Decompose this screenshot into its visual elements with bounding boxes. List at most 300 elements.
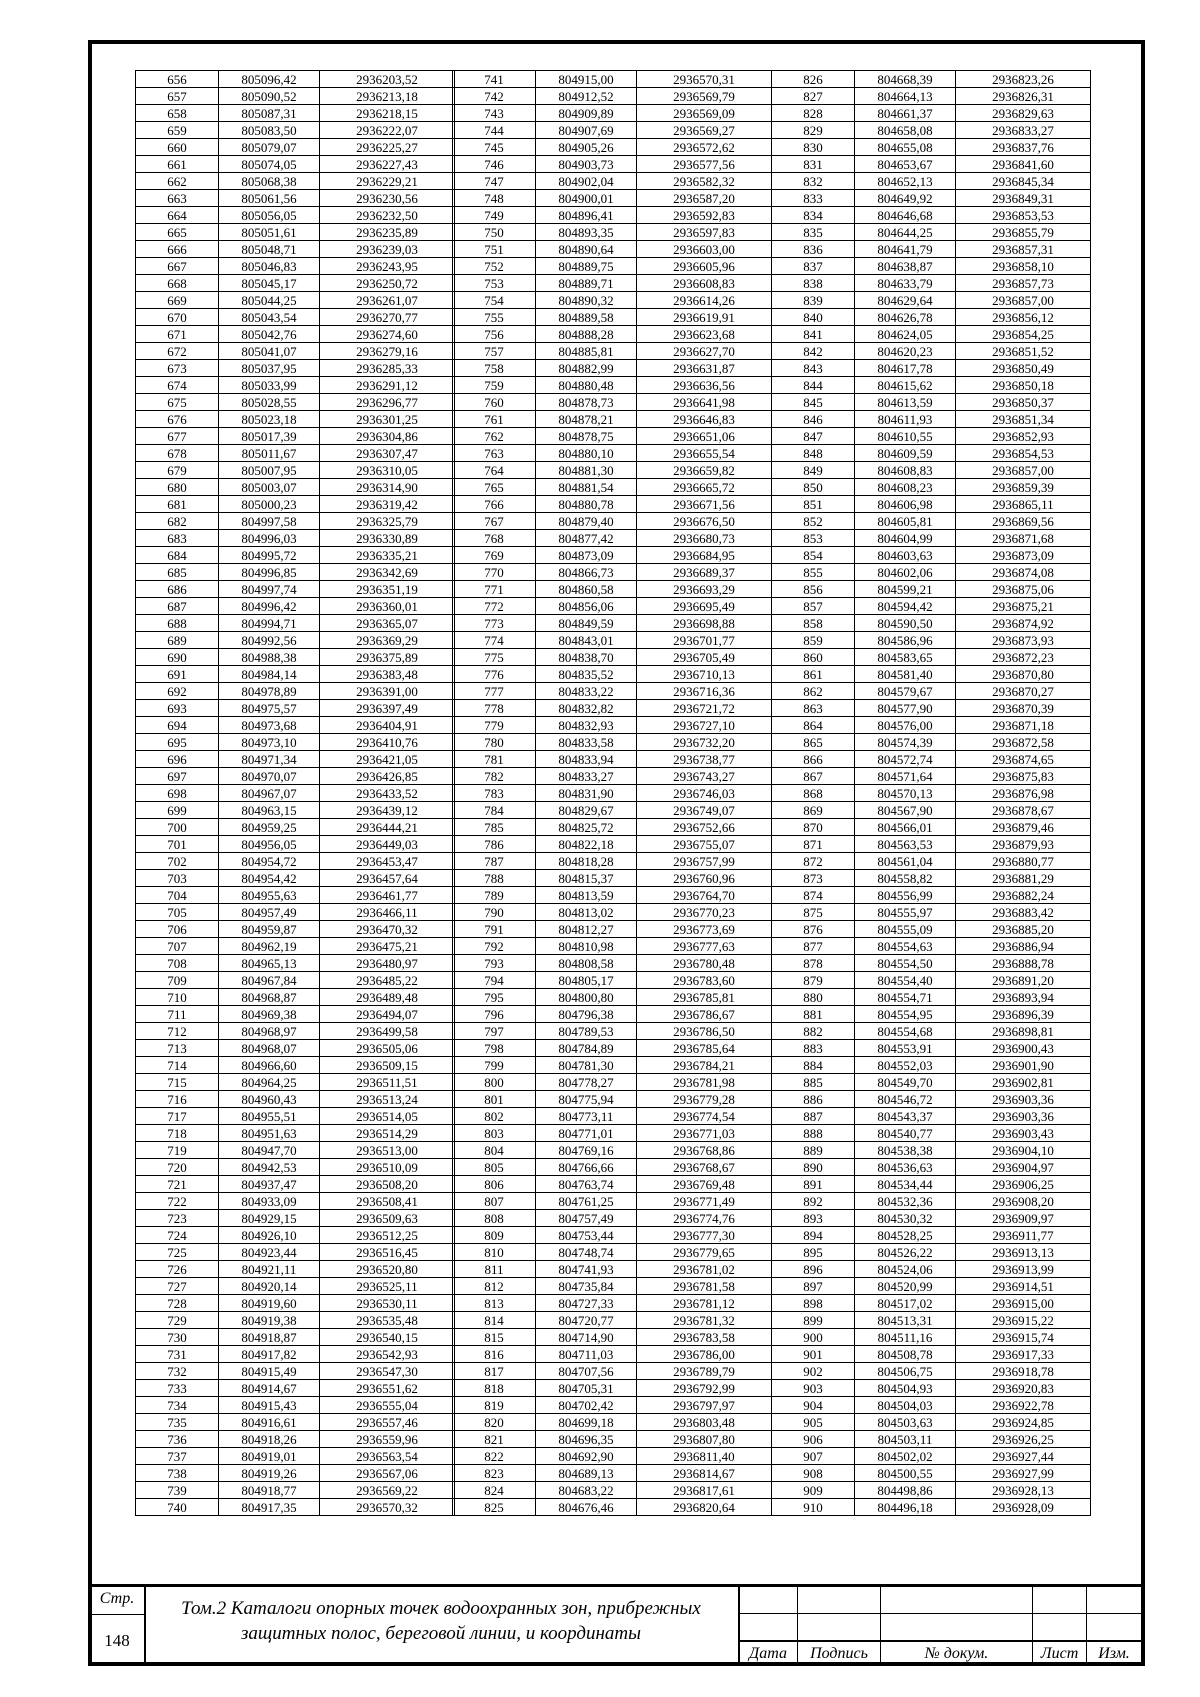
point-number: 666: [136, 241, 219, 258]
table-row: [453, 564, 772, 581]
table-row: [772, 819, 1091, 836]
x-coordinate: 804971,34: [219, 751, 320, 768]
x-coordinate: 804810,98: [536, 938, 637, 955]
point-number: 837: [772, 258, 855, 275]
x-coordinate: 805017,39: [219, 428, 320, 445]
x-coordinate: 804808,58: [536, 955, 637, 972]
x-coordinate: 804626,78: [855, 309, 956, 326]
point-number: 847: [772, 428, 855, 445]
y-coordinate: 2936218,15: [320, 105, 455, 122]
point-number: 817: [453, 1363, 536, 1380]
page-label: Стр.: [99, 1590, 135, 1607]
table-row: [136, 870, 455, 887]
point-number: 680: [136, 479, 219, 496]
x-coordinate: 804555,09: [855, 921, 956, 938]
column-date: Дата: [749, 1645, 787, 1662]
table-row: [772, 683, 1091, 700]
table-row: [453, 921, 772, 938]
x-coordinate: 804599,21: [855, 581, 956, 598]
y-coordinate: 2936874,65: [956, 751, 1091, 768]
point-number: 678: [136, 445, 219, 462]
y-coordinate: 2936570,31: [637, 71, 772, 88]
point-number: 718: [136, 1125, 219, 1142]
y-coordinate: 2936852,93: [956, 428, 1091, 445]
point-number: 722: [136, 1193, 219, 1210]
y-coordinate: 2936781,12: [637, 1295, 772, 1312]
x-coordinate: 804540,77: [855, 1125, 956, 1142]
x-coordinate: 804500,55: [855, 1465, 956, 1482]
y-coordinate: 2936727,10: [637, 717, 772, 734]
table-row: [136, 173, 455, 190]
x-coordinate: 804890,64: [536, 241, 637, 258]
x-coordinate: 804604,99: [855, 530, 956, 547]
y-coordinate: 2936779,28: [637, 1091, 772, 1108]
table-row: [136, 105, 455, 122]
y-coordinate: 2936781,02: [637, 1261, 772, 1278]
y-coordinate: 2936837,76: [956, 139, 1091, 156]
y-coordinate: 2936853,53: [956, 207, 1091, 224]
y-coordinate: 2936857,00: [956, 292, 1091, 309]
coordinate-table-3: [771, 70, 1089, 1516]
table-row: [136, 1431, 455, 1448]
table-row: [772, 887, 1091, 904]
x-coordinate: 805061,56: [219, 190, 320, 207]
table-row: [772, 1380, 1091, 1397]
y-coordinate: 2936605,96: [637, 258, 772, 275]
x-coordinate: 804967,84: [219, 972, 320, 989]
y-coordinate: 2936716,36: [637, 683, 772, 700]
table-row: [136, 1244, 455, 1261]
point-number: 659: [136, 122, 219, 139]
table-row: [136, 1414, 455, 1431]
table-row: [772, 88, 1091, 105]
y-coordinate: 2936752,66: [637, 819, 772, 836]
point-number: 857: [772, 598, 855, 615]
point-number: 761: [453, 411, 536, 428]
x-coordinate: 804498,86: [855, 1482, 956, 1499]
point-number: 897: [772, 1278, 855, 1295]
x-coordinate: 804800,80: [536, 989, 637, 1006]
y-coordinate: 2936291,12: [320, 377, 455, 394]
table-row: [453, 938, 772, 955]
y-coordinate: 2936631,87: [637, 360, 772, 377]
table-row: [453, 1499, 772, 1516]
x-coordinate: 804773,11: [536, 1108, 637, 1125]
point-number: 758: [453, 360, 536, 377]
table-row: [136, 734, 455, 751]
table-row: [772, 955, 1091, 972]
y-coordinate: 2936871,68: [956, 530, 1091, 547]
y-coordinate: 2936854,25: [956, 326, 1091, 343]
point-number: 877: [772, 938, 855, 955]
y-coordinate: 2936811,40: [637, 1448, 772, 1465]
point-number: 863: [772, 700, 855, 717]
x-coordinate: 804890,32: [536, 292, 637, 309]
table-row: [453, 105, 772, 122]
point-number: 772: [453, 598, 536, 615]
point-number: 798: [453, 1040, 536, 1057]
x-coordinate: 804900,01: [536, 190, 637, 207]
point-number: 910: [772, 1499, 855, 1516]
x-coordinate: 804962,19: [219, 938, 320, 955]
y-coordinate: 2936232,50: [320, 207, 455, 224]
table-row: [772, 360, 1091, 377]
y-coordinate: 2936786,67: [637, 1006, 772, 1023]
table-row: [136, 292, 455, 309]
x-coordinate: 804771,01: [536, 1125, 637, 1142]
x-coordinate: 804552,03: [855, 1057, 956, 1074]
x-coordinate: 804889,75: [536, 258, 637, 275]
y-coordinate: 2936764,70: [637, 887, 772, 904]
point-number: 746: [453, 156, 536, 173]
y-coordinate: 2936499,58: [320, 1023, 455, 1040]
y-coordinate: 2936319,42: [320, 496, 455, 513]
coordinate-table-2: [452, 70, 770, 1516]
table-row: [772, 870, 1091, 887]
table-row: [136, 1159, 455, 1176]
point-number: 790: [453, 904, 536, 921]
table-row: [772, 258, 1091, 275]
y-coordinate: 2936410,76: [320, 734, 455, 751]
point-number: 879: [772, 972, 855, 989]
table-row: [772, 989, 1091, 1006]
table-row: [772, 139, 1091, 156]
point-number: 822: [453, 1448, 536, 1465]
y-coordinate: 2936310,05: [320, 462, 455, 479]
y-coordinate: 2936917,33: [956, 1346, 1091, 1363]
y-coordinate: 2936903,36: [956, 1091, 1091, 1108]
x-coordinate: 804992,56: [219, 632, 320, 649]
table-row: [136, 904, 455, 921]
table-row: [772, 1142, 1091, 1159]
point-number: 810: [453, 1244, 536, 1261]
point-number: 774: [453, 632, 536, 649]
point-number: 734: [136, 1397, 219, 1414]
x-coordinate: 804916,61: [219, 1414, 320, 1431]
y-coordinate: 2936597,83: [637, 224, 772, 241]
y-coordinate: 2936404,91: [320, 717, 455, 734]
point-number: 902: [772, 1363, 855, 1380]
table-row: [136, 1482, 455, 1499]
point-number: 702: [136, 853, 219, 870]
x-coordinate: 804975,57: [219, 700, 320, 717]
table-row: [772, 649, 1091, 666]
x-coordinate: 804937,47: [219, 1176, 320, 1193]
table-row: [136, 1125, 455, 1142]
x-coordinate: 804761,25: [536, 1193, 637, 1210]
point-number: 771: [453, 581, 536, 598]
point-number: 865: [772, 734, 855, 751]
point-number: 763: [453, 445, 536, 462]
y-coordinate: 2936879,46: [956, 819, 1091, 836]
point-number: 766: [453, 496, 536, 513]
x-coordinate: 804563,53: [855, 836, 956, 853]
table-row: [772, 462, 1091, 479]
point-number: 712: [136, 1023, 219, 1040]
x-coordinate: 804572,74: [855, 751, 956, 768]
point-number: 658: [136, 105, 219, 122]
x-coordinate: 804610,55: [855, 428, 956, 445]
point-number: 818: [453, 1380, 536, 1397]
point-number: 737: [136, 1448, 219, 1465]
x-coordinate: 805046,83: [219, 258, 320, 275]
table-row: [772, 598, 1091, 615]
y-coordinate: 2936651,06: [637, 428, 772, 445]
y-coordinate: 2936693,29: [637, 581, 772, 598]
y-coordinate: 2936777,63: [637, 938, 772, 955]
y-coordinate: 2936891,20: [956, 972, 1091, 989]
x-coordinate: 804831,90: [536, 785, 637, 802]
point-number: 759: [453, 377, 536, 394]
table-row: [453, 955, 772, 972]
y-coordinate: 2936909,97: [956, 1210, 1091, 1227]
x-coordinate: 805051,61: [219, 224, 320, 241]
point-number: 719: [136, 1142, 219, 1159]
x-coordinate: 804702,42: [536, 1397, 637, 1414]
point-number: 679: [136, 462, 219, 479]
x-coordinate: 804757,49: [536, 1210, 637, 1227]
y-coordinate: 2936608,83: [637, 275, 772, 292]
x-coordinate: 805028,55: [219, 394, 320, 411]
table-row: [772, 428, 1091, 445]
point-number: 858: [772, 615, 855, 632]
point-number: 762: [453, 428, 536, 445]
y-coordinate: 2936235,89: [320, 224, 455, 241]
x-coordinate: 804902,04: [536, 173, 637, 190]
x-coordinate: 804996,03: [219, 530, 320, 547]
point-number: 800: [453, 1074, 536, 1091]
table-row: [453, 1312, 772, 1329]
y-coordinate: 2936449,03: [320, 836, 455, 853]
table-row: [772, 1431, 1091, 1448]
x-coordinate: 804653,67: [855, 156, 956, 173]
table-row: [136, 700, 455, 717]
table-row: [772, 1244, 1091, 1261]
page-number: 148: [104, 1631, 130, 1650]
x-coordinate: 804996,85: [219, 564, 320, 581]
x-coordinate: 805087,31: [219, 105, 320, 122]
point-number: 833: [772, 190, 855, 207]
x-coordinate: 804649,92: [855, 190, 956, 207]
x-coordinate: 804579,67: [855, 683, 956, 700]
point-number: 754: [453, 292, 536, 309]
point-number: 677: [136, 428, 219, 445]
y-coordinate: 2936439,12: [320, 802, 455, 819]
table-row: [136, 632, 455, 649]
point-number: 699: [136, 802, 219, 819]
table-row: [136, 1108, 455, 1125]
point-number: 724: [136, 1227, 219, 1244]
table-row: [136, 547, 455, 564]
table-row: [772, 122, 1091, 139]
point-number: 869: [772, 802, 855, 819]
y-coordinate: 2936508,41: [320, 1193, 455, 1210]
y-coordinate: 2936307,47: [320, 445, 455, 462]
x-coordinate: 804832,93: [536, 717, 637, 734]
table-row: [136, 275, 455, 292]
x-coordinate: 804641,79: [855, 241, 956, 258]
table-row: [453, 666, 772, 683]
y-coordinate: 2936928,13: [956, 1482, 1091, 1499]
table-row: [453, 1176, 772, 1193]
y-coordinate: 2936391,00: [320, 683, 455, 700]
table-row: [453, 462, 772, 479]
x-coordinate: 804655,08: [855, 139, 956, 156]
table-row: [136, 258, 455, 275]
table-row: [772, 1159, 1091, 1176]
y-coordinate: 2936900,43: [956, 1040, 1091, 1057]
table-row: [772, 530, 1091, 547]
y-coordinate: 2936572,62: [637, 139, 772, 156]
y-coordinate: 2936274,60: [320, 326, 455, 343]
table-row: [772, 921, 1091, 938]
y-coordinate: 2936902,81: [956, 1074, 1091, 1091]
x-coordinate: 804954,42: [219, 870, 320, 887]
y-coordinate: 2936865,11: [956, 496, 1091, 513]
x-coordinate: 804633,79: [855, 275, 956, 292]
y-coordinate: 2936535,48: [320, 1312, 455, 1329]
table-row: [136, 224, 455, 241]
table-row: [772, 445, 1091, 462]
point-number: 843: [772, 360, 855, 377]
point-number: 841: [772, 326, 855, 343]
table-row: [136, 1210, 455, 1227]
table-row: [136, 1023, 455, 1040]
x-coordinate: 805023,18: [219, 411, 320, 428]
x-coordinate: 804554,50: [855, 955, 956, 972]
point-number: 760: [453, 394, 536, 411]
y-coordinate: 2936833,27: [956, 122, 1091, 139]
table-row: [136, 496, 455, 513]
table-row: [136, 1448, 455, 1465]
x-coordinate: 804689,13: [536, 1465, 637, 1482]
table-row: [136, 462, 455, 479]
table-row: [772, 802, 1091, 819]
x-coordinate: 804613,59: [855, 394, 956, 411]
table-row: [453, 428, 772, 445]
point-number: 775: [453, 649, 536, 666]
point-number: 753: [453, 275, 536, 292]
point-number: 881: [772, 1006, 855, 1023]
x-coordinate: 804543,37: [855, 1108, 956, 1125]
point-number: 713: [136, 1040, 219, 1057]
y-coordinate: 2936335,21: [320, 547, 455, 564]
point-number: 899: [772, 1312, 855, 1329]
point-number: 751: [453, 241, 536, 258]
y-coordinate: 2936857,31: [956, 241, 1091, 258]
y-coordinate: 2936433,52: [320, 785, 455, 802]
y-coordinate: 2936525,11: [320, 1278, 455, 1295]
y-coordinate: 2936243,95: [320, 258, 455, 275]
point-number: 711: [136, 1006, 219, 1023]
table-row: [453, 819, 772, 836]
table-row: [772, 1040, 1091, 1057]
table-row: [772, 377, 1091, 394]
table-row: [772, 1057, 1091, 1074]
table-row: [772, 1346, 1091, 1363]
point-number: 867: [772, 768, 855, 785]
table-row: [772, 700, 1091, 717]
y-coordinate: 2936896,39: [956, 1006, 1091, 1023]
point-number: 729: [136, 1312, 219, 1329]
y-coordinate: 2936856,12: [956, 309, 1091, 326]
y-coordinate: 2936781,98: [637, 1074, 772, 1091]
y-coordinate: 2936881,29: [956, 870, 1091, 887]
y-coordinate: 2936786,00: [637, 1346, 772, 1363]
y-coordinate: 2936655,54: [637, 445, 772, 462]
point-number: 664: [136, 207, 219, 224]
x-coordinate: 805074,05: [219, 156, 320, 173]
x-coordinate: 804763,74: [536, 1176, 637, 1193]
y-coordinate: 2936457,64: [320, 870, 455, 887]
y-coordinate: 2936749,07: [637, 802, 772, 819]
point-number: 827: [772, 88, 855, 105]
table-row: [453, 496, 772, 513]
x-coordinate: 804796,38: [536, 1006, 637, 1023]
x-coordinate: 804969,38: [219, 1006, 320, 1023]
x-coordinate: 804881,54: [536, 479, 637, 496]
table-row: [772, 1414, 1091, 1431]
x-coordinate: 804577,90: [855, 700, 956, 717]
x-coordinate: 804727,33: [536, 1295, 637, 1312]
x-coordinate: 804926,10: [219, 1227, 320, 1244]
x-coordinate: 804955,63: [219, 887, 320, 904]
point-number: 808: [453, 1210, 536, 1227]
column-doc-number: № докум.: [924, 1645, 989, 1662]
point-number: 740: [136, 1499, 219, 1516]
point-number: 676: [136, 411, 219, 428]
x-coordinate: 804832,82: [536, 700, 637, 717]
y-coordinate: 2936911,77: [956, 1227, 1091, 1244]
y-coordinate: 2936619,91: [637, 309, 772, 326]
point-number: 855: [772, 564, 855, 581]
x-coordinate: 804558,82: [855, 870, 956, 887]
point-number: 674: [136, 377, 219, 394]
point-number: 660: [136, 139, 219, 156]
table-row: [453, 1006, 772, 1023]
table-row: [453, 1108, 772, 1125]
y-coordinate: 2936555,04: [320, 1397, 455, 1414]
table-row: [136, 564, 455, 581]
table-row: [772, 1448, 1091, 1465]
table-row: [136, 1363, 455, 1380]
x-coordinate: 804984,14: [219, 666, 320, 683]
point-number: 735: [136, 1414, 219, 1431]
point-number: 904: [772, 1397, 855, 1414]
y-coordinate: 2936270,77: [320, 309, 455, 326]
point-number: 741: [453, 71, 536, 88]
point-number: 868: [772, 785, 855, 802]
point-number: 781: [453, 751, 536, 768]
point-number: 714: [136, 1057, 219, 1074]
point-number: 705: [136, 904, 219, 921]
table-row: [772, 1329, 1091, 1346]
y-coordinate: 2936859,39: [956, 479, 1091, 496]
y-coordinate: 2936841,60: [956, 156, 1091, 173]
x-coordinate: 804907,69: [536, 122, 637, 139]
y-coordinate: 2936369,29: [320, 632, 455, 649]
y-coordinate: 2936755,07: [637, 836, 772, 853]
table-row: [453, 1159, 772, 1176]
x-coordinate: 804753,44: [536, 1227, 637, 1244]
y-coordinate: 2936768,86: [637, 1142, 772, 1159]
y-coordinate: 2936285,33: [320, 360, 455, 377]
x-coordinate: 804878,75: [536, 428, 637, 445]
point-number: 862: [772, 683, 855, 700]
x-coordinate: 804903,73: [536, 156, 637, 173]
point-number: 876: [772, 921, 855, 938]
y-coordinate: 2936646,83: [637, 411, 772, 428]
